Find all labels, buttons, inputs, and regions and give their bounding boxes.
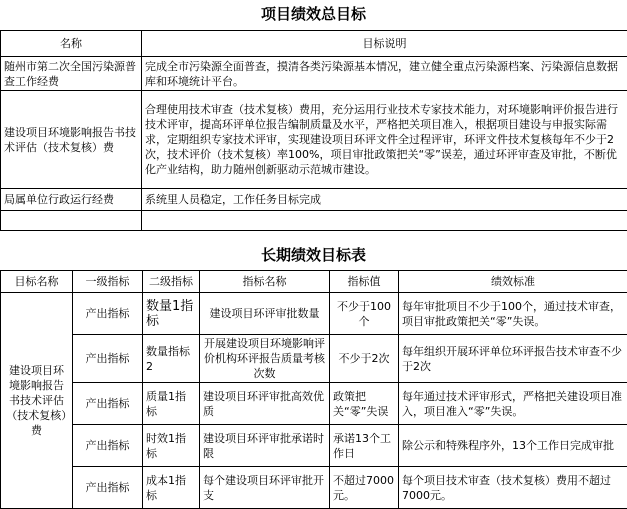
header-value: 指标值 bbox=[330, 271, 399, 293]
header-desc: 目标说明 bbox=[142, 31, 627, 57]
standard-cell: 每年审批项目不少于100个，通过技术审查，项目审批政策把关“零”失误。 bbox=[399, 293, 627, 335]
level2-cell: 时效1指标 bbox=[143, 425, 200, 467]
indicator-cell: 建设项目环评审批承诺时限 bbox=[200, 425, 330, 467]
value-cell: 不少于2次 bbox=[330, 335, 399, 383]
header-indicator: 指标名称 bbox=[200, 271, 330, 293]
header-target-name: 目标名称 bbox=[1, 271, 73, 293]
summary-row-name: 建设项目环境影响报告书技术评估（技术复核）费 bbox=[1, 91, 142, 189]
level2-cell: 成本1指标 bbox=[143, 467, 200, 509]
header-level2: 二级指标 bbox=[143, 271, 200, 293]
table-row bbox=[1, 293, 627, 335]
header-name: 名称 bbox=[1, 31, 142, 57]
table-row bbox=[1, 467, 627, 509]
standard-cell: 每年通过技术评审形式，严格把关建设项目准入，项目准入“零”失误。 bbox=[399, 383, 627, 425]
summary-row bbox=[1, 91, 627, 189]
indicator-cell: 开展建设项目环境影响评价机构环评报告质量考核次数 bbox=[200, 335, 330, 383]
table-row bbox=[1, 335, 627, 383]
indicator-cell: 每个建设项目环评审批开支 bbox=[200, 467, 330, 509]
summary-row-desc: 合理使用技术审查（技术复核）费用，充分运用行业技术专家技术能力，对环境影响评价报告进行技术评审，提高环评单位报告编制质量及水平，严格把关项目准入，根据项目建设与申报实际需求，定期组织专家技术评审，实现建设项目环评文件全过程评审，环评文件技术复核每年不少于2次，技术评价（技术复核）率100%，项目审批政策把关“零”误差，通过环评审查及审批，不断优化产业结构，助力随州创新驱动示范城市建设。 bbox=[142, 91, 627, 189]
value-cell: 承诺13个工作日 bbox=[330, 425, 399, 467]
summary-empty-row bbox=[1, 211, 627, 231]
standard-cell: 每年组织开展环评单位环评报告技术审查不少于2次 bbox=[399, 335, 627, 383]
summary-header-row bbox=[1, 31, 627, 57]
level1-cell: 产出指标 bbox=[73, 425, 143, 467]
level1-cell: 产出指标 bbox=[73, 293, 143, 335]
indicator-cell: 建设项目环评审批数量 bbox=[200, 293, 330, 335]
level2-cell: 数量指标2 bbox=[143, 335, 200, 383]
standard-cell: 每个项目技术审查（技术复核）费用不超过7000元。 bbox=[399, 467, 627, 509]
summary-row-desc: 系统里人员稳定，工作任务目标完成 bbox=[142, 189, 627, 211]
longterm-header-row bbox=[1, 271, 627, 293]
header-level1: 一级指标 bbox=[73, 271, 143, 293]
table-row bbox=[1, 383, 627, 425]
summary-row-name: 随州市第二次全国污染源普查工作经费 bbox=[1, 57, 142, 91]
value-cell: 政策把关“零”失误 bbox=[330, 383, 399, 425]
level2-cell: 数量1指标 bbox=[143, 293, 200, 335]
level1-cell: 产出指标 bbox=[73, 383, 143, 425]
summary-title: 项目绩效总目标 bbox=[0, 4, 627, 24]
value-cell: 不超过7000元。 bbox=[330, 467, 399, 509]
summary-row bbox=[1, 189, 627, 211]
table-row bbox=[1, 425, 627, 467]
summary-table bbox=[0, 30, 627, 231]
level1-cell: 产出指标 bbox=[73, 467, 143, 509]
summary-row bbox=[1, 57, 627, 91]
target-name: 建设项目环境影响报告书技术评估（技术复核）费 bbox=[1, 293, 73, 509]
header-standard: 绩效标准 bbox=[399, 271, 627, 293]
level2-cell: 质量1指标 bbox=[143, 383, 200, 425]
summary-row-desc: 完成全市污染源全面普查，摸清各类污染源基本情况，建立健全重点污染源档案、污染源信息数据库和环境统计平台。 bbox=[142, 57, 627, 91]
standard-cell: 除公示和特殊程序外，13个工作日完成审批 bbox=[399, 425, 627, 467]
value-cell: 不少于100个 bbox=[330, 293, 399, 335]
level1-cell: 产出指标 bbox=[73, 335, 143, 383]
longterm-title: 长期绩效目标表 bbox=[0, 245, 627, 265]
longterm-table bbox=[0, 270, 627, 509]
indicator-cell: 建设项目环评审批高效优质 bbox=[200, 383, 330, 425]
summary-row-name: 局属单位行政运行经费 bbox=[1, 189, 142, 211]
